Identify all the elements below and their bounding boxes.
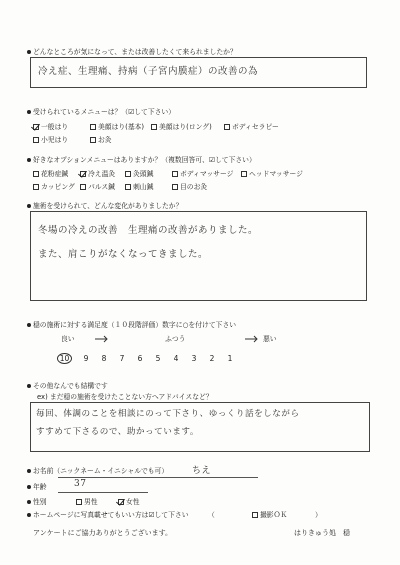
scale-bad-label: 悪い [263,335,277,343]
option-menu-option[interactable] [172,168,236,178]
name-underline [58,477,258,478]
bullet-icon [27,323,31,327]
option-menu-option-label: ボディマッサージ [180,170,234,178]
menu-option-label: 美顔はり(基本) [98,123,145,131]
option-menu-checkbox[interactable] [125,171,131,177]
option-menu-option-label: ヘッドマッサージ [249,170,303,178]
bullet-icon [27,158,31,162]
menu-checkbox[interactable] [33,124,39,130]
q4-answer-line2: また、肩こりがなくなってきました。 [38,249,209,260]
footer-signature: はりきゅう処 穏 [294,529,350,537]
gender-male-option[interactable]: 男性 [76,496,98,506]
photo-ok-checkbox[interactable] [252,512,258,518]
scale-normal-label: ふつう [165,335,186,343]
scale-value[interactable]: 7 [119,354,125,363]
option-menu-option-label: 目のお灸 [180,183,208,191]
option-menu-checkbox[interactable] [33,171,39,177]
scale-value[interactable]: 3 [191,354,197,363]
q2-options-row1 [33,121,309,131]
q1-answer: 冷え症、生理痛、持病（子宮内膜症）の改善の為 [38,66,259,77]
bracket-close: ） [315,511,322,519]
menu-option-label: 美顔はり(ロング) [159,123,212,131]
menu-option[interactable] [151,121,219,131]
bullet-icon [27,204,31,208]
menu-option[interactable] [90,134,146,144]
bullet-icon [27,485,31,489]
scale-value[interactable]: 9 [83,354,89,363]
menu-option-label: 小児はり [41,136,69,144]
scale-good-label: 良い [61,335,75,343]
option-menu-option[interactable] [172,181,236,191]
scale-value[interactable]: 10 [57,353,72,364]
scale-value[interactable]: 1 [227,354,233,363]
homepage-label-row: ホームページに写真載せてもいい方は☑して下さい [27,509,189,519]
menu-option[interactable] [33,121,85,131]
bullet-icon [27,469,31,473]
option-menu-option-label: カッピング [41,183,75,191]
female-checkbox[interactable] [118,499,124,505]
option-menu-checkbox[interactable] [172,184,178,190]
q6-answer-line2: すすめて下さるので、助かっています。 [36,427,199,437]
age-underline [58,492,148,493]
option-menu-checkbox[interactable] [241,171,247,177]
arrow-right-icon [245,336,257,342]
option-menu-option-label: 冷え温灸 [88,170,116,178]
q4-answer-line1: 冬場の冷えの改善 生理痛の改善がありました。 [38,225,259,236]
photo-ok-option[interactable]: 撮影ＯＫ [252,509,287,519]
q3-options-row1 [33,168,318,178]
bullet-icon [27,50,31,54]
age-value[interactable]: 37 [74,479,87,489]
menu-option-label: お灸 [98,136,112,144]
scale-value[interactable]: 8 [101,354,107,363]
q4-label: 施術を受けられて、どんな変化がありましたか？ [27,200,182,210]
arrow-right-icon [95,336,107,342]
q1-label: どんなところが気になって、または改善したくて来られましたか？ [27,46,237,56]
menu-checkbox[interactable] [224,124,230,130]
menu-checkbox[interactable] [151,124,157,130]
gender-female-option[interactable]: 女性 [118,496,140,506]
q6-answer-line1: 毎回、体調のことを相談にのって下さり、ゆっくり話をしながら [36,409,300,419]
option-menu-option-label: パルス鍼 [88,183,115,191]
option-menu-option-label: 刺山鍼 [133,183,154,191]
name-label-row: お名前（ニックネーム・イニシャルでも可） [27,465,168,475]
option-menu-option[interactable] [241,168,313,178]
name-value[interactable]: ちえ [192,466,212,476]
menu-checkbox[interactable] [90,124,96,130]
male-checkbox[interactable] [76,499,82,505]
menu-checkbox[interactable] [90,137,96,143]
option-menu-option[interactable] [80,181,120,191]
bracket-open: （ [208,511,215,519]
satisfaction-scale [57,353,239,364]
option-menu-option-label: 花粉症鍼 [41,170,69,178]
q2-label: 受けられているメニューは？（☑して下さい） [27,106,175,116]
gender-label-row: 性別 [27,496,47,506]
option-menu-checkbox[interactable] [125,184,131,190]
menu-option[interactable] [90,121,146,131]
scale-arrows [95,333,305,345]
bullet-icon [27,384,31,388]
option-menu-option[interactable] [33,181,75,191]
q3-options-row2 [33,181,241,191]
menu-option[interactable] [33,134,85,144]
menu-option-label: 一般はり [41,123,69,131]
option-menu-option[interactable] [80,168,120,178]
q5-label: 穏の施術に対する満足度（１０段階評価）数字に○を付けて下さい [27,319,236,329]
option-menu-checkbox[interactable] [172,171,178,177]
option-menu-option-label: 灸頭鍼 [133,170,154,178]
option-menu-option[interactable] [125,168,167,178]
bullet-icon [27,500,31,504]
menu-option-label: ボディセラピー [232,123,279,131]
age-label-row: 年齢 [27,481,47,491]
q6-sublabel: ex) まだ穏の施術を受けたことない方へアドバイスなど？ [37,393,213,401]
menu-option[interactable] [224,121,304,131]
q2-options-row2 [33,134,151,144]
q3-label: 好きなオプションメニューはありますか？（複数回答可、☑して下さい） [27,154,256,164]
bullet-icon [27,513,31,517]
scale-value[interactable]: 5 [155,354,161,363]
option-menu-checkbox[interactable] [33,184,39,190]
footer-thanks: アンケートにご協力ありがとうございます。 [33,529,173,537]
option-menu-option[interactable] [33,168,75,178]
scale-value[interactable]: 6 [137,354,143,363]
bullet-icon [27,110,31,114]
scale-value[interactable]: 4 [173,354,179,363]
scale-value[interactable]: 2 [209,354,215,363]
option-menu-option[interactable] [125,181,167,191]
q6-label: その他なんでも結構です [27,380,108,390]
option-menu-checkbox[interactable] [80,184,86,190]
menu-checkbox[interactable] [33,137,39,143]
option-menu-checkbox[interactable] [80,171,86,177]
